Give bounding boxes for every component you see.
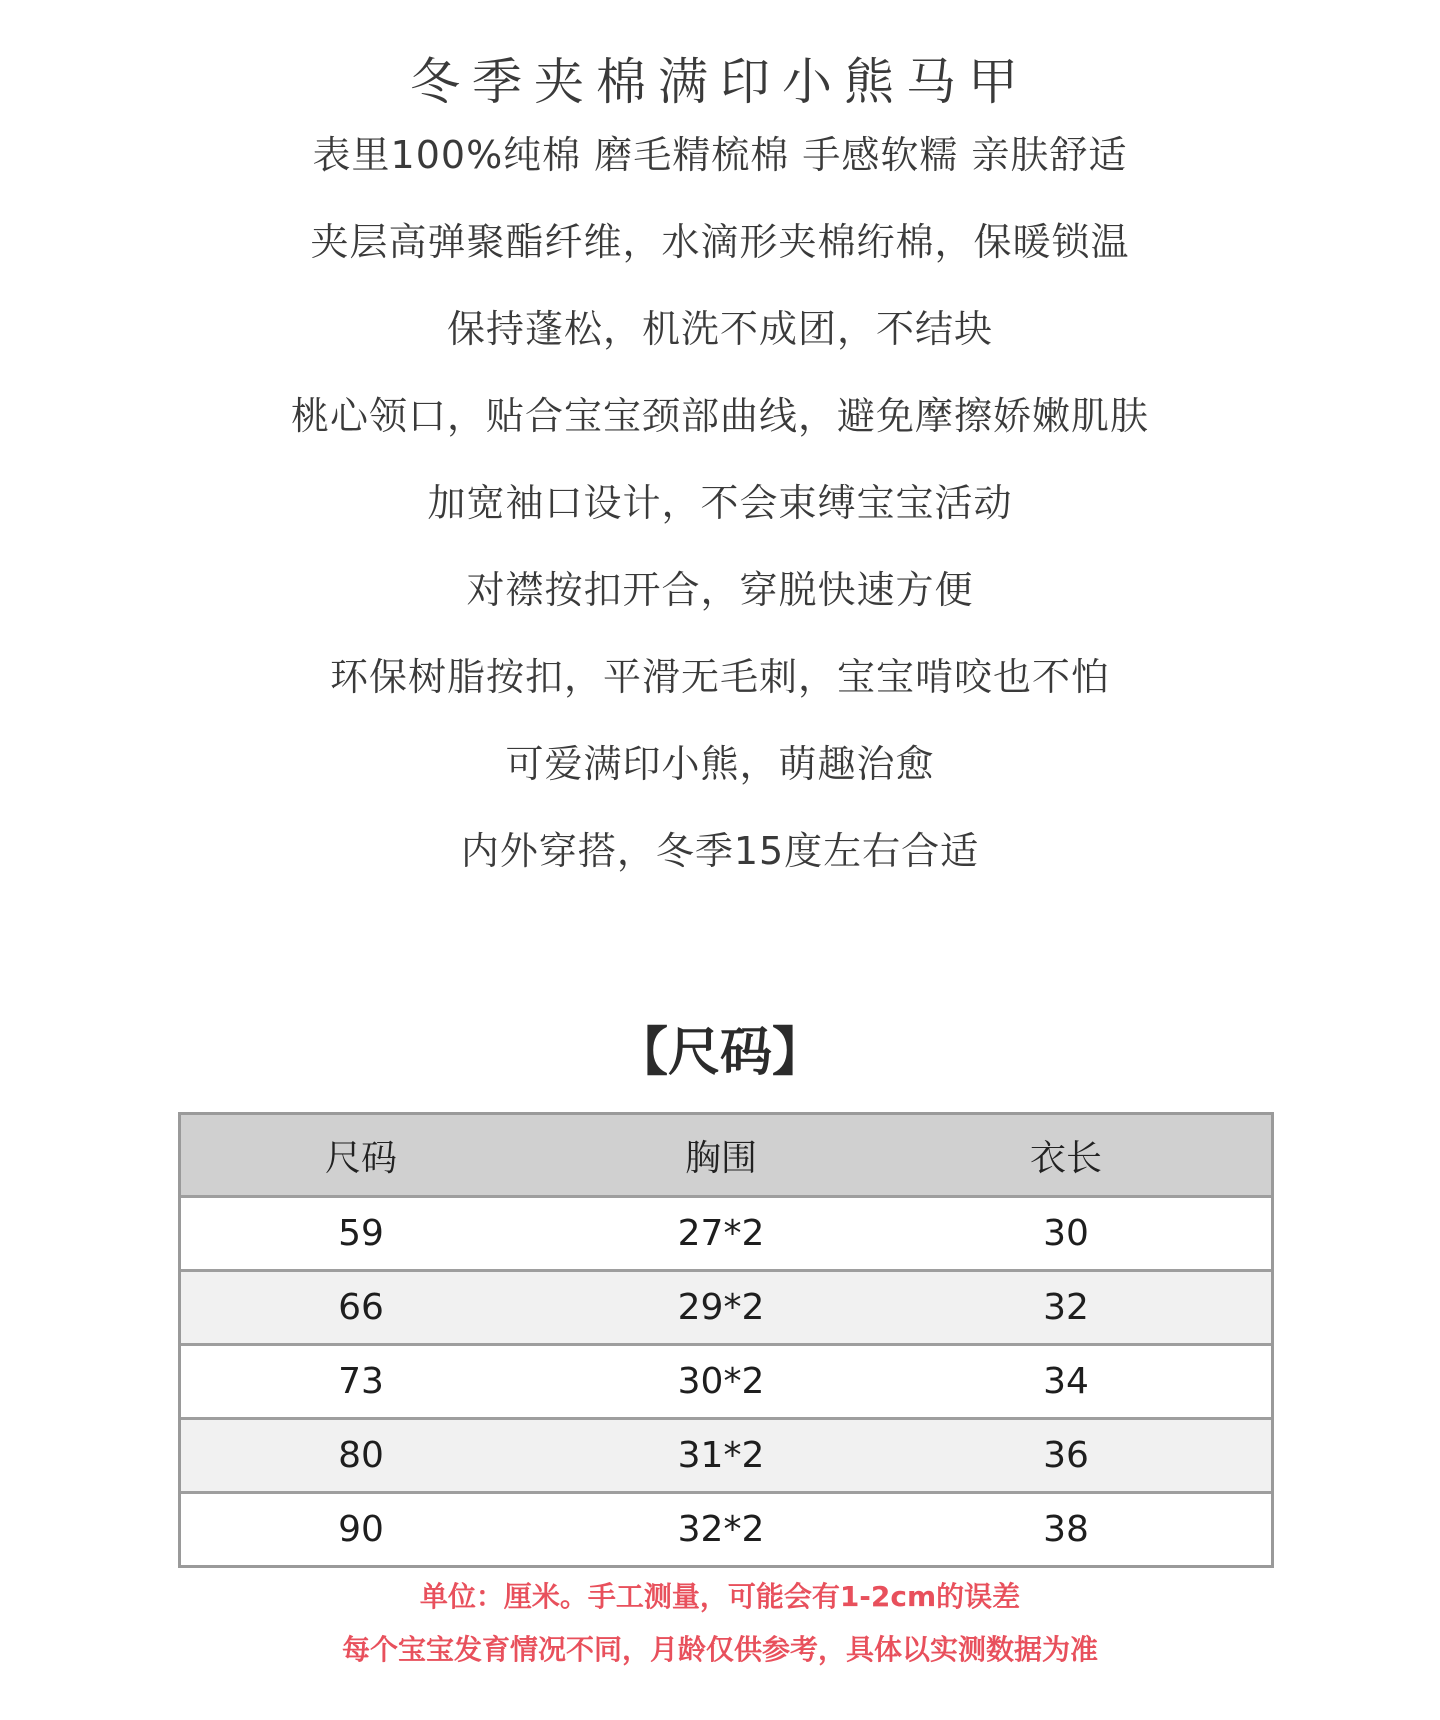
chest-cell: 30*2 — [677, 1361, 765, 1402]
measurement-note: 单位：厘米。手工测量，可能会有1-2cm的误差 — [419, 1580, 1021, 1613]
feature-item: 可爱满印小熊，萌趣治愈 — [505, 742, 935, 786]
feature-item: 桃心领口，贴合宝宝颈部曲线，避免摩擦娇嫩肌肤 — [290, 394, 1149, 438]
chest-cell: 29*2 — [677, 1287, 765, 1328]
length-cell: 34 — [1043, 1361, 1089, 1402]
table-row — [181, 1269, 1271, 1343]
feature-list — [0, 122, 1440, 905]
size-cell: 90 — [338, 1509, 384, 1550]
feature-item: 保持蓬松，机洗不成团，不结块 — [446, 307, 993, 351]
column-header-length: 衣长 — [1029, 1137, 1102, 1179]
column-header-size: 尺码 — [324, 1137, 397, 1179]
column-header-chest: 胸围 — [684, 1137, 757, 1179]
size-table — [178, 1112, 1274, 1568]
table-row — [181, 1417, 1271, 1491]
table-row — [181, 1491, 1271, 1565]
size-cell: 66 — [338, 1287, 384, 1328]
table-row — [181, 1343, 1271, 1417]
feature-item: 对襟按扣开合，穿脱快速方便 — [466, 568, 974, 612]
length-cell: 30 — [1043, 1213, 1089, 1254]
table-header-row — [181, 1115, 1271, 1195]
chest-cell: 32*2 — [677, 1509, 765, 1550]
length-cell: 36 — [1043, 1435, 1089, 1476]
size-cell: 59 — [338, 1213, 384, 1254]
feature-item: 内外穿搭，冬季15度左右合适 — [460, 829, 980, 873]
chest-cell: 31*2 — [677, 1435, 765, 1476]
length-cell: 32 — [1043, 1287, 1089, 1328]
feature-item: 加宽袖口设计，不会束缚宝宝活动 — [427, 481, 1013, 525]
age-reference-note: 每个宝宝发育情况不同，月龄仅供参考，具体以实测数据为准 — [341, 1633, 1098, 1666]
feature-item: 环保树脂按扣，平滑无毛刺，宝宝啃咬也不怕 — [329, 655, 1110, 699]
size-cell: 73 — [338, 1361, 384, 1402]
product-title: 冬季夹棉满印小熊马甲 — [410, 53, 1030, 111]
table-row — [181, 1195, 1271, 1269]
size-heading: 【尺码】 — [615, 1023, 824, 1083]
chest-cell: 27*2 — [677, 1213, 765, 1254]
size-cell: 80 — [338, 1435, 384, 1476]
feature-item: 夹层高弹聚酯纤维，水滴形夹棉绗棉，保暖锁温 — [310, 220, 1130, 264]
length-cell: 38 — [1043, 1509, 1089, 1550]
feature-item: 表里100%纯棉 磨毛精梳棉 手感软糯 亲肤舒适 — [312, 133, 1128, 177]
